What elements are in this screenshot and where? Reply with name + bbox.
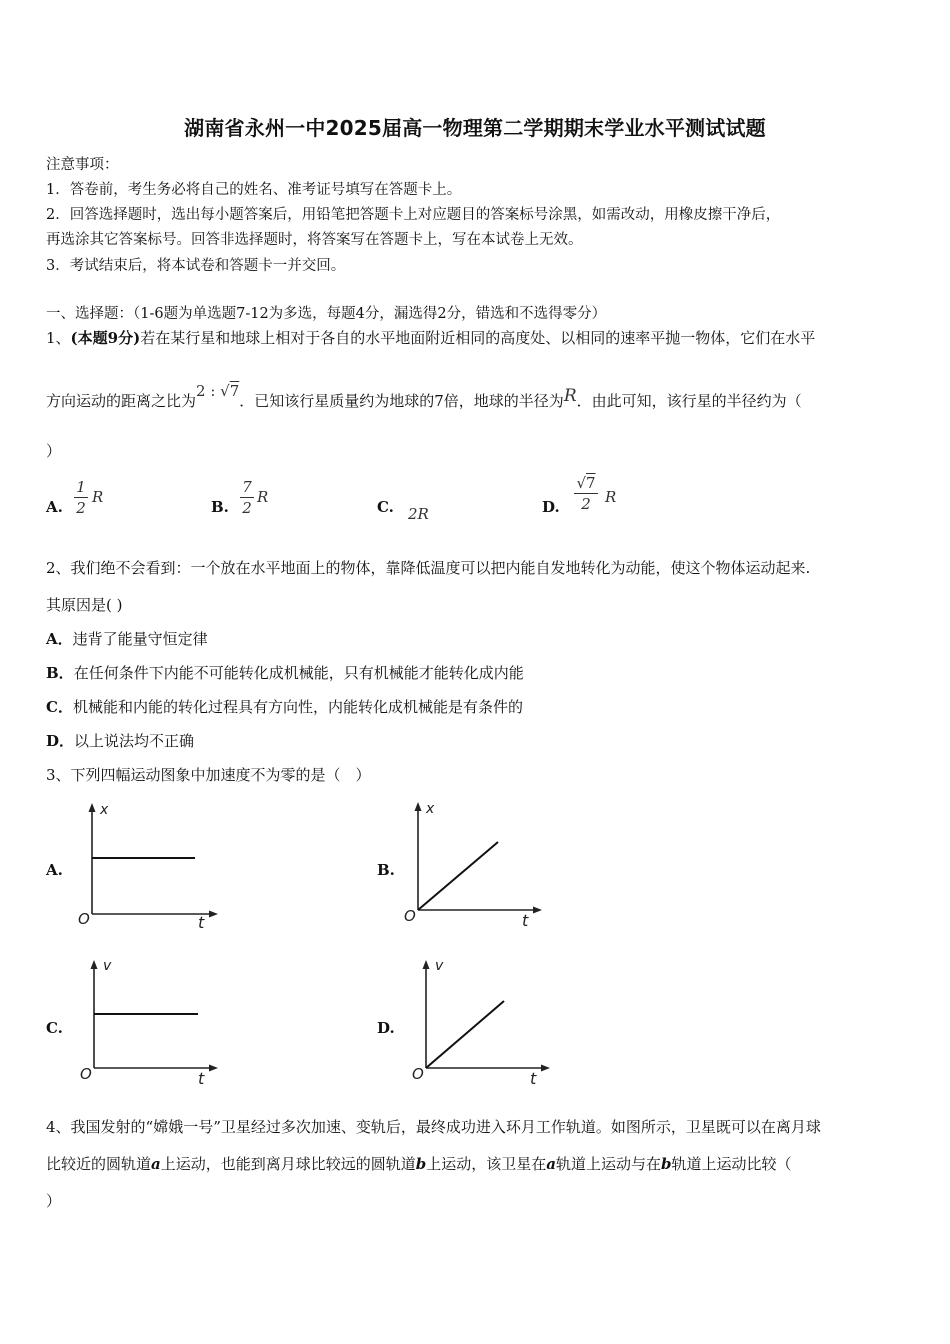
q2-option-d xyxy=(46,730,194,751)
q1-option-c-label: C. xyxy=(377,498,394,516)
x-axis-arrow-icon xyxy=(533,907,542,914)
y-axis-label: x xyxy=(426,801,435,817)
q1-option-b-den: 2 xyxy=(242,499,252,517)
q1-ratio-lhs: 2 : xyxy=(196,382,221,400)
q1-stem-2c: ．由此可知，该行星的半径约为（ xyxy=(576,392,802,410)
q2-option-a xyxy=(46,628,208,649)
q1-option-a-var: R xyxy=(92,488,104,506)
q1-prefix: 1、 xyxy=(46,329,71,347)
q4-stem-2b: 上运动，也能到离月球比较远的圆轨道 xyxy=(160,1155,416,1173)
q1-option-d-var: R xyxy=(605,488,617,506)
notice-item-2: 2．回答选择题时，选出每小题答案后，用铅笔把答题卡上对应题目的答案标号涂黑，如需改动，用橡皮擦干净后， xyxy=(46,207,781,223)
q1-stem-2a: 方向运动的距离之比为 xyxy=(46,392,197,410)
q1-line2 xyxy=(46,382,802,411)
q2-option-a-text: 违背了能量守恒定律 xyxy=(72,630,208,648)
q1-stem-2b: ．已知该行星质量约为地球的7倍，地球的半径为 xyxy=(239,392,564,410)
q3-graph-c-label: C. xyxy=(46,1019,63,1037)
x-axis-label: t xyxy=(198,913,205,932)
q1-tag: (本题9分) xyxy=(70,329,141,347)
origin-label: O xyxy=(80,1065,92,1083)
q1-option-d-num-value: 7 xyxy=(586,474,596,492)
q1-option-b-fraction xyxy=(240,478,254,517)
q2-stem-1: 2、我们绝不会看到：一个放在水平地面上的物体，靠降低温度可以把内能自发地转化为动能，使这个物体运动起来. xyxy=(46,559,811,577)
q4-line2 xyxy=(46,1153,792,1174)
page-title: 湖南省永州一中2025届高一物理第二学期期末学业水平测试试题 xyxy=(184,116,766,140)
q1-sqrt-value: 7 xyxy=(229,382,240,400)
q1-line1 xyxy=(46,327,815,348)
y-axis-label: x xyxy=(100,802,109,818)
q4-stem-2e: 轨道上运动比较（ xyxy=(671,1155,792,1173)
q3-graph-b-label: B. xyxy=(377,861,395,879)
q3-graph-a xyxy=(74,798,224,934)
q1-option-c-value: 2R xyxy=(408,505,429,523)
notice-heading: 注意事项： xyxy=(46,157,119,173)
q4-stem-2a: 比较近的圆轨道 xyxy=(46,1155,152,1173)
q3-graph-c xyxy=(76,954,226,1090)
q3-graph-b xyxy=(400,796,550,934)
section-heading: 一、选择题：（1-6题为单选题7-12为多选，每题4分，漏选得2分，错选和不选得零分） xyxy=(46,306,607,322)
q2-option-a-label: A． xyxy=(46,630,73,648)
q4-stem-2c: 上运动，该卫星在 xyxy=(426,1155,547,1173)
q4-line3: ） xyxy=(46,1192,62,1210)
y-axis-label: v xyxy=(435,958,444,974)
q2-option-c-label: C． xyxy=(46,698,73,716)
q2-option-b-label: B． xyxy=(46,664,74,682)
q4-orbit-b-2: b xyxy=(661,1155,672,1173)
y-axis-label: v xyxy=(103,958,112,974)
q1-option-a-label: A. xyxy=(46,498,63,516)
q1-stem-1: 若在某行星和地球上相对于各自的水平地面附近相同的高度处、以相同的速率平抛一物体，它们在水平 xyxy=(140,329,816,347)
q1-line3: ） xyxy=(46,442,62,460)
x-axis-label: t xyxy=(530,1069,537,1088)
notice-item-2-cont: 再选涂其它答案标号。回答非选择题时，将答案写在答题卡上，写在本试卷上无效。 xyxy=(46,232,583,248)
graph-line xyxy=(426,1001,504,1068)
origin-label: O xyxy=(78,910,90,928)
x-axis-label: t xyxy=(522,911,529,930)
q1-option-d-label: D. xyxy=(542,498,560,516)
q1-option-d-fraction xyxy=(574,474,598,513)
origin-label: O xyxy=(404,907,416,925)
q3-graph-a-label: A. xyxy=(46,861,63,879)
x-axis-arrow-icon xyxy=(541,1065,550,1072)
sqrt-icon: √ xyxy=(576,474,586,492)
q2-option-c-text: 机械能和内能的转化过程具有方向性，内能转化成机械能是有条件的 xyxy=(72,698,523,716)
x-axis-arrow-icon xyxy=(209,1065,218,1072)
graph-line xyxy=(418,842,498,910)
x-axis-arrow-icon xyxy=(209,911,218,918)
notice-item-1: 1．答卷前，考生务必将自己的姓名、准考证号填写在答题卡上。 xyxy=(46,182,462,198)
q2-option-c xyxy=(46,696,523,717)
sqrt-icon: √ xyxy=(220,382,230,400)
y-axis-arrow-icon xyxy=(423,960,430,969)
y-axis-arrow-icon xyxy=(91,960,98,969)
q3-graph-d xyxy=(408,954,558,1090)
q1-option-d-num xyxy=(576,474,595,492)
q3-graph-d-label: D. xyxy=(377,1019,395,1037)
q1-option-a-fraction xyxy=(74,478,88,517)
y-axis-arrow-icon xyxy=(415,802,422,811)
q1-ratio xyxy=(196,382,239,400)
q1-option-b-var: R xyxy=(257,488,269,506)
q1-radius-symbol: R xyxy=(563,386,577,406)
q4-stem-2d: 轨道上运动与在 xyxy=(556,1155,662,1173)
q2-option-b-text: 在任何条件下内能不可能转化成机械能，只有机械能才能转化成内能 xyxy=(73,664,524,682)
x-axis-label: t xyxy=(198,1069,205,1088)
q4-orbit-a: a xyxy=(151,1155,161,1173)
q3-stem: 3、下列四幅运动图象中加速度不为零的是（ ） xyxy=(46,766,371,784)
q1-option-a-den: 2 xyxy=(76,499,86,517)
q2-option-b xyxy=(46,662,524,683)
notice-item-3: 3．考试结束后，将本试卷和答题卡一并交回。 xyxy=(46,258,346,274)
q4-line1: 4、我国发射的“嫦娥一号”卫星经过多次加速、变轨后，最终成功进入环月工作轨道。如图所示，卫星既可以在离月球 xyxy=(46,1118,821,1136)
y-axis-arrow-icon xyxy=(89,803,96,812)
q1-option-b-label: B. xyxy=(211,498,229,516)
origin-label: O xyxy=(412,1065,424,1083)
q2-option-d-label: D． xyxy=(46,732,75,750)
q4-orbit-a-2: a xyxy=(546,1155,557,1173)
q1-option-d-den: 2 xyxy=(581,495,591,513)
q1-option-b-num: 7 xyxy=(242,478,252,496)
q4-orbit-b: b xyxy=(415,1155,427,1173)
q1-option-a-num: 1 xyxy=(76,478,86,496)
q2-option-d-text: 以上说法均不正确 xyxy=(74,732,195,750)
q2-stem-2: 其原因是( ) xyxy=(46,596,123,614)
